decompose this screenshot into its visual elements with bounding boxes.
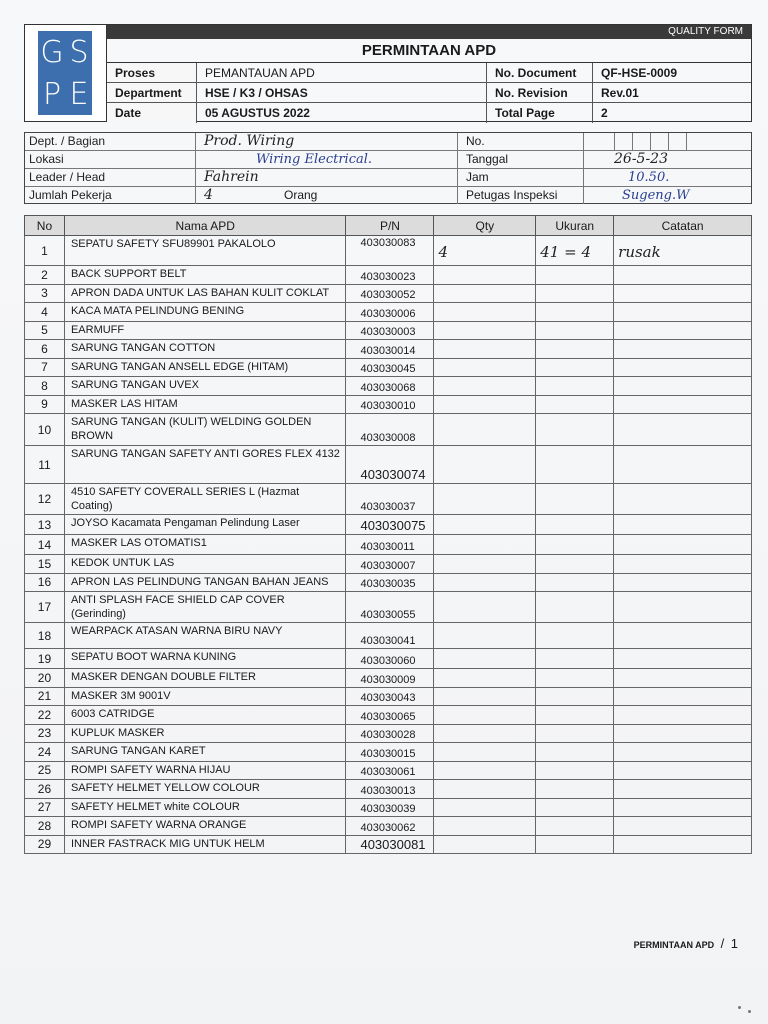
qty-cell[interactable] bbox=[434, 687, 536, 706]
catatan-cell[interactable] bbox=[614, 687, 752, 706]
table-row bbox=[25, 358, 752, 377]
apd-name: INNER FASTRACK MIG UNTUK HELM bbox=[64, 835, 346, 854]
row-number: 8 bbox=[25, 377, 65, 396]
catatan-cell[interactable] bbox=[614, 284, 752, 303]
ukuran-cell[interactable] bbox=[536, 555, 614, 574]
qty-cell[interactable] bbox=[434, 798, 536, 817]
part-number: 403030052 bbox=[346, 284, 434, 303]
row-number: 4 bbox=[25, 303, 65, 322]
ukuran-cell[interactable] bbox=[536, 706, 614, 725]
table-row bbox=[25, 446, 752, 484]
table-row bbox=[25, 236, 752, 266]
row-number: 12 bbox=[25, 484, 65, 515]
table-header-row bbox=[25, 216, 752, 236]
ukuran-cell[interactable] bbox=[536, 414, 614, 446]
header-value: 2 bbox=[601, 106, 608, 120]
row-number: 11 bbox=[25, 446, 65, 484]
ukuran-cell[interactable] bbox=[536, 592, 614, 623]
part-number: 403030045 bbox=[346, 358, 434, 377]
table-row bbox=[25, 414, 752, 446]
ukuran-cell[interactable] bbox=[536, 395, 614, 414]
no-label: No. bbox=[457, 133, 583, 150]
qty-cell[interactable] bbox=[434, 817, 536, 836]
row-number: 14 bbox=[25, 535, 65, 555]
qty-cell[interactable] bbox=[434, 743, 536, 762]
no-boxes bbox=[614, 133, 704, 150]
catatan-cell[interactable] bbox=[614, 446, 752, 484]
qty-cell-value: 4 bbox=[438, 243, 448, 261]
page-number: 1 bbox=[730, 936, 738, 951]
part-number: 403030023 bbox=[346, 266, 434, 285]
logo-cell bbox=[25, 25, 107, 121]
apd-name: ANTI SPLASH FACE SHIELD CAP COVER (Gerinding) bbox=[64, 592, 346, 623]
catatan-cell[interactable] bbox=[614, 515, 752, 535]
apd-name: MASKER DENGAN DOUBLE FILTER bbox=[64, 669, 346, 688]
header-row-department bbox=[107, 83, 751, 103]
jam-label: Jam bbox=[457, 169, 583, 186]
form-header bbox=[24, 24, 752, 122]
inspection-info bbox=[24, 132, 752, 204]
qty-cell[interactable] bbox=[434, 340, 536, 359]
row-number: 17 bbox=[25, 592, 65, 623]
footer-label: PERMINTAAN APD bbox=[633, 940, 715, 950]
petugas-field[interactable]: Sugeng.W bbox=[583, 187, 751, 204]
apd-name: ROMPI SAFETY WARNA HIJAU bbox=[64, 761, 346, 780]
header-value: PEMANTAUAN APD bbox=[197, 63, 487, 83]
apd-name: MASKER LAS OTOMATIS1 bbox=[64, 535, 346, 555]
part-number: 403030035 bbox=[346, 573, 434, 592]
part-number: 403030013 bbox=[346, 780, 434, 799]
qty-cell[interactable] bbox=[434, 236, 536, 266]
apd-name: SARUNG TANGAN KARET bbox=[64, 743, 346, 762]
qty-cell[interactable] bbox=[434, 358, 536, 377]
catatan-cell[interactable] bbox=[614, 592, 752, 623]
table-row bbox=[25, 377, 752, 396]
apd-name: JOYSO Kacamata Pengaman Pelindung Laser bbox=[64, 515, 346, 535]
row-number: 29 bbox=[25, 835, 65, 854]
ukuran-cell[interactable] bbox=[536, 761, 614, 780]
row-number: 15 bbox=[25, 555, 65, 574]
no-field[interactable] bbox=[583, 133, 751, 150]
part-number: 403030037 bbox=[346, 484, 434, 515]
header-value: 05 AGUSTUS 2022 bbox=[197, 103, 487, 123]
qty-cell[interactable] bbox=[434, 321, 536, 340]
row-number: 9 bbox=[25, 395, 65, 414]
table-row bbox=[25, 761, 752, 780]
ukuran-cell[interactable] bbox=[536, 573, 614, 592]
header-value: QF-HSE-0009 bbox=[593, 63, 751, 83]
apd-name: MASKER LAS HITAM bbox=[64, 395, 346, 414]
qty-cell[interactable] bbox=[434, 669, 536, 688]
catatan-cell[interactable] bbox=[614, 535, 752, 555]
apd-name: WEARPACK ATASAN WARNA BIRU NAVY bbox=[64, 623, 346, 649]
header-label: Total Page bbox=[487, 103, 593, 123]
apd-name: SEPATU BOOT WARNA KUNING bbox=[64, 649, 346, 669]
catatan-cell[interactable] bbox=[614, 623, 752, 649]
table-row bbox=[25, 706, 752, 725]
catatan-cell[interactable] bbox=[614, 321, 752, 340]
col-header-nama: Nama APD bbox=[64, 216, 346, 236]
qty-cell[interactable] bbox=[434, 780, 536, 799]
header-row-proses bbox=[107, 63, 751, 83]
apd-name: SARUNG TANGAN COTTON bbox=[64, 340, 346, 359]
row-number: 18 bbox=[25, 623, 65, 649]
jumlah-label: Jumlah Pekerja bbox=[29, 188, 112, 202]
qty-cell[interactable] bbox=[434, 835, 536, 854]
header-label: Department bbox=[107, 83, 197, 103]
table-row bbox=[25, 743, 752, 762]
apd-name: SEPATU SAFETY SFU89901 PAKALOLO bbox=[64, 236, 346, 266]
table-row bbox=[25, 798, 752, 817]
ukuran-cell[interactable] bbox=[536, 623, 614, 649]
catatan-cell[interactable] bbox=[614, 706, 752, 725]
part-number: 403030061 bbox=[346, 761, 434, 780]
catatan-cell[interactable] bbox=[614, 484, 752, 515]
apd-name: SARUNG TANGAN SAFETY ANTI GORES FLEX 4132 bbox=[64, 446, 346, 484]
row-number: 24 bbox=[25, 743, 65, 762]
tanggal-label: Tanggal bbox=[457, 151, 583, 168]
qty-cell[interactable] bbox=[434, 266, 536, 285]
footer-separator: / bbox=[720, 936, 725, 951]
col-header-no: No bbox=[25, 216, 65, 236]
apd-name: SARUNG TANGAN (KULIT) WELDING GOLDEN BROWN bbox=[64, 414, 346, 446]
logo-letter: E bbox=[69, 76, 88, 112]
apd-name: SAFETY HELMET YELLOW COLOUR bbox=[64, 780, 346, 799]
scan-speck bbox=[738, 1006, 741, 1009]
ukuran-cell[interactable] bbox=[536, 358, 614, 377]
table-row bbox=[25, 817, 752, 836]
row-number: 10 bbox=[25, 414, 65, 446]
tanggal-field[interactable]: 26-5-23 bbox=[583, 151, 751, 168]
part-number: 403030039 bbox=[346, 798, 434, 817]
info-row-jumlah bbox=[25, 187, 751, 205]
row-number: 13 bbox=[25, 515, 65, 535]
catatan-cell[interactable] bbox=[614, 358, 752, 377]
part-number: 403030003 bbox=[346, 321, 434, 340]
catatan-cell[interactable] bbox=[614, 780, 752, 799]
qty-cell[interactable] bbox=[434, 573, 536, 592]
ukuran-cell[interactable] bbox=[536, 535, 614, 555]
apd-name: BACK SUPPORT BELT bbox=[64, 266, 346, 285]
ukuran-cell[interactable] bbox=[536, 321, 614, 340]
table-row bbox=[25, 687, 752, 706]
row-number: 20 bbox=[25, 669, 65, 688]
qty-cell[interactable] bbox=[434, 623, 536, 649]
ukuran-cell[interactable] bbox=[536, 687, 614, 706]
qty-cell[interactable] bbox=[434, 446, 536, 484]
catatan-cell[interactable] bbox=[614, 395, 752, 414]
table-row bbox=[25, 592, 752, 623]
qty-cell[interactable] bbox=[434, 592, 536, 623]
ukuran-cell[interactable] bbox=[536, 669, 614, 688]
page-footer bbox=[634, 936, 738, 951]
qty-cell[interactable] bbox=[434, 555, 536, 574]
qty-cell[interactable] bbox=[434, 395, 536, 414]
catatan-cell[interactable] bbox=[614, 669, 752, 688]
part-number: 403030011 bbox=[346, 535, 434, 555]
header-label: Proses bbox=[107, 63, 197, 83]
catatan-cell[interactable] bbox=[614, 414, 752, 446]
header-label: No. Document bbox=[487, 63, 593, 83]
table-row bbox=[25, 724, 752, 743]
table-row bbox=[25, 555, 752, 574]
part-number: 403030008 bbox=[346, 414, 434, 446]
jumlah-value: 4 bbox=[204, 187, 213, 203]
qty-cell[interactable] bbox=[434, 377, 536, 396]
row-number: 22 bbox=[25, 706, 65, 725]
col-header-qty: Qty bbox=[434, 216, 536, 236]
part-number: 403030083 bbox=[346, 236, 434, 266]
leader-label: Leader / Head bbox=[29, 170, 106, 184]
row-number: 16 bbox=[25, 573, 65, 592]
catatan-cell[interactable] bbox=[614, 340, 752, 359]
header-value: Rev.01 bbox=[593, 83, 751, 103]
apd-name: 6003 CATRIDGE bbox=[64, 706, 346, 725]
col-header-pn: P/N bbox=[346, 216, 434, 236]
ukuran-cell[interactable] bbox=[536, 284, 614, 303]
ukuran-cell[interactable] bbox=[536, 340, 614, 359]
row-number: 26 bbox=[25, 780, 65, 799]
table-row bbox=[25, 835, 752, 854]
header-row-date bbox=[107, 103, 751, 123]
table-row bbox=[25, 669, 752, 688]
catatan-cell[interactable] bbox=[614, 377, 752, 396]
table-row bbox=[25, 395, 752, 414]
table-row bbox=[25, 623, 752, 649]
part-number: 403030075 bbox=[346, 515, 434, 535]
table-row bbox=[25, 340, 752, 359]
info-row-leader bbox=[25, 169, 751, 187]
qty-cell[interactable] bbox=[434, 414, 536, 446]
row-number: 6 bbox=[25, 340, 65, 359]
ukuran-cell[interactable] bbox=[536, 649, 614, 669]
ukuran-cell[interactable] bbox=[536, 266, 614, 285]
ukuran-cell[interactable] bbox=[536, 835, 614, 854]
catatan-cell[interactable] bbox=[614, 236, 752, 266]
part-number: 403030062 bbox=[346, 817, 434, 836]
row-number: 28 bbox=[25, 817, 65, 836]
qty-cell[interactable] bbox=[434, 649, 536, 669]
lokasi-label: Lokasi bbox=[29, 152, 64, 166]
part-number: 403030006 bbox=[346, 303, 434, 322]
table-row bbox=[25, 303, 752, 322]
catatan-cell[interactable] bbox=[614, 555, 752, 574]
part-number: 403030007 bbox=[346, 555, 434, 574]
ukuran-cell[interactable] bbox=[536, 743, 614, 762]
apd-name: SARUNG TANGAN UVEX bbox=[64, 377, 346, 396]
part-number: 403030014 bbox=[346, 340, 434, 359]
lokasi-field[interactable]: Wiring Electrical. bbox=[195, 151, 457, 168]
apd-name: EARMUFF bbox=[64, 321, 346, 340]
part-number: 403030041 bbox=[346, 623, 434, 649]
ukuran-cell[interactable] bbox=[536, 515, 614, 535]
qty-cell[interactable] bbox=[434, 724, 536, 743]
row-number: 27 bbox=[25, 798, 65, 817]
table-row bbox=[25, 484, 752, 515]
ukuran-cell[interactable] bbox=[536, 303, 614, 322]
table-row bbox=[25, 780, 752, 799]
row-number: 7 bbox=[25, 358, 65, 377]
part-number: 403030010 bbox=[346, 395, 434, 414]
row-number: 23 bbox=[25, 724, 65, 743]
apd-table bbox=[24, 215, 752, 854]
dept-label: Dept. / Bagian bbox=[29, 134, 106, 148]
qty-cell[interactable] bbox=[434, 303, 536, 322]
header-label: Date bbox=[107, 103, 197, 123]
col-header-ukuran: Ukuran bbox=[536, 216, 614, 236]
header-label: No. Revision bbox=[487, 83, 593, 103]
logo-letter: P bbox=[42, 76, 61, 112]
catatan-cell[interactable] bbox=[614, 724, 752, 743]
apd-name: APRON DADA UNTUK LAS BAHAN KULIT COKLAT bbox=[64, 284, 346, 303]
ukuran-cell[interactable] bbox=[536, 377, 614, 396]
ukuran-cell[interactable] bbox=[536, 780, 614, 799]
catatan-cell[interactable] bbox=[614, 573, 752, 592]
apd-name: APRON LAS PELINDUNG TANGAN BAHAN JEANS bbox=[64, 573, 346, 592]
qty-cell[interactable] bbox=[434, 515, 536, 535]
part-number: 403030081 bbox=[346, 835, 434, 854]
catatan-cell[interactable] bbox=[614, 303, 752, 322]
part-number: 403030043 bbox=[346, 687, 434, 706]
apd-name: SAFETY HELMET white COLOUR bbox=[64, 798, 346, 817]
row-number: 2 bbox=[25, 266, 65, 285]
part-number: 403030015 bbox=[346, 743, 434, 762]
part-number: 403030055 bbox=[346, 592, 434, 623]
catatan-cell-value: rusak bbox=[618, 243, 661, 261]
ukuran-cell[interactable] bbox=[536, 446, 614, 484]
row-number: 21 bbox=[25, 687, 65, 706]
catatan-cell[interactable] bbox=[614, 817, 752, 836]
ukuran-cell[interactable] bbox=[536, 724, 614, 743]
qty-cell[interactable] bbox=[434, 706, 536, 725]
scan-speck bbox=[748, 1010, 751, 1013]
apd-name: KEDOK UNTUK LAS bbox=[64, 555, 346, 574]
jam-field[interactable]: 10.50. bbox=[583, 169, 751, 186]
table-row bbox=[25, 573, 752, 592]
catatan-cell[interactable] bbox=[614, 761, 752, 780]
qty-cell[interactable] bbox=[434, 535, 536, 555]
jumlah-field[interactable] bbox=[195, 187, 457, 204]
row-number: 1 bbox=[25, 236, 65, 266]
apd-name: KUPLUK MASKER bbox=[64, 724, 346, 743]
part-number: 403030009 bbox=[346, 669, 434, 688]
ukuran-cell[interactable] bbox=[536, 817, 614, 836]
apd-name: 4510 SAFETY COVERALL SERIES L (Hazmat Coating) bbox=[64, 484, 346, 515]
catatan-cell[interactable] bbox=[614, 743, 752, 762]
row-number: 3 bbox=[25, 284, 65, 303]
row-number: 5 bbox=[25, 321, 65, 340]
apd-name: ROMPI SAFETY WARNA ORANGE bbox=[64, 817, 346, 836]
col-header-catatan: Catatan bbox=[614, 216, 752, 236]
petugas-label: Petugas Inspeksi bbox=[457, 187, 583, 204]
apd-name: KACA MATA PELINDUNG BENING bbox=[64, 303, 346, 322]
qty-cell[interactable] bbox=[434, 761, 536, 780]
table-row bbox=[25, 649, 752, 669]
ukuran-cell-value: 41 = 4 bbox=[540, 243, 591, 261]
qty-cell[interactable] bbox=[434, 484, 536, 515]
quality-form-bar: QUALITY FORM bbox=[107, 25, 751, 39]
table-row bbox=[25, 535, 752, 555]
catatan-cell[interactable] bbox=[614, 649, 752, 669]
ukuran-cell[interactable] bbox=[536, 236, 614, 266]
header-value: HSE / K3 / OHSAS bbox=[197, 83, 487, 103]
table-row bbox=[25, 321, 752, 340]
apd-name: MASKER 3M 9001V bbox=[64, 687, 346, 706]
part-number: 403030028 bbox=[346, 724, 434, 743]
logo-letter: G bbox=[40, 34, 63, 70]
logo-letter: S bbox=[69, 34, 88, 70]
jumlah-unit: Orang bbox=[284, 188, 318, 202]
part-number: 403030068 bbox=[346, 377, 434, 396]
part-number: 403030065 bbox=[346, 706, 434, 725]
apd-name: SARUNG TANGAN ANSELL EDGE (HITAM) bbox=[64, 358, 346, 377]
leader-field[interactable]: Fahrein bbox=[195, 169, 457, 186]
catatan-cell[interactable] bbox=[614, 835, 752, 854]
info-row-dept bbox=[25, 133, 751, 151]
row-number: 19 bbox=[25, 649, 65, 669]
table-body bbox=[25, 236, 752, 854]
dept-field[interactable]: Prod. Wiring bbox=[195, 133, 457, 150]
company-logo bbox=[38, 31, 92, 115]
info-row-lokasi bbox=[25, 151, 751, 169]
ukuran-cell[interactable] bbox=[536, 484, 614, 515]
catatan-cell[interactable] bbox=[614, 798, 752, 817]
table-row bbox=[25, 284, 752, 303]
table-row bbox=[25, 515, 752, 535]
part-number: 403030060 bbox=[346, 649, 434, 669]
ukuran-cell[interactable] bbox=[536, 798, 614, 817]
row-number: 25 bbox=[25, 761, 65, 780]
catatan-cell[interactable] bbox=[614, 266, 752, 285]
form-title: PERMINTAAN APD bbox=[107, 39, 751, 63]
table-row bbox=[25, 266, 752, 285]
part-number: 403030074 bbox=[346, 446, 434, 484]
qty-cell[interactable] bbox=[434, 284, 536, 303]
